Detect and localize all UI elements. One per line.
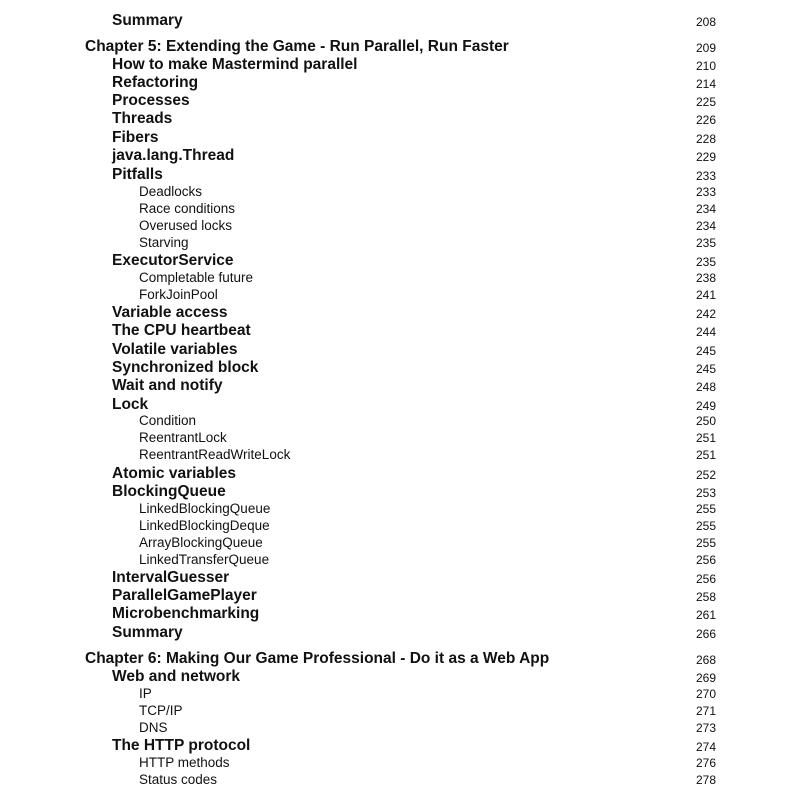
toc-page-number: 244 <box>695 325 716 339</box>
toc-page-number: 233 <box>695 169 716 183</box>
toc-entry-title: java.lang.Thread <box>112 147 235 164</box>
toc-page-number: 245 <box>695 362 716 376</box>
toc-page-number: 258 <box>695 590 716 604</box>
toc-page-number: 225 <box>695 95 716 109</box>
toc-entry-title: Threads <box>112 110 173 127</box>
toc-entry-title: ParallelGamePlayer <box>112 587 257 604</box>
toc-entry-title: Starving <box>139 235 189 250</box>
toc-entry-title: Wait and notify <box>112 377 223 394</box>
toc-entry-title: Status codes <box>139 772 218 787</box>
toc-entry-title: LinkedBlockingDeque <box>139 518 270 533</box>
toc-page-number: 255 <box>695 502 716 516</box>
toc-entry-title: ReentrantLock <box>139 430 227 445</box>
toc-page-number: 266 <box>695 627 716 641</box>
toc-entry-title: Synchronized block <box>112 359 259 376</box>
toc-page-number: 256 <box>695 553 716 567</box>
toc-entry-title: ForkJoinPool <box>139 287 218 302</box>
toc-entry-title: IP <box>139 686 152 701</box>
toc-entry-title: Condition <box>139 413 197 428</box>
toc-page-number: 255 <box>695 519 716 533</box>
toc-page-number: 209 <box>695 41 716 55</box>
toc-page-number: 276 <box>695 756 716 770</box>
toc-entry-title: HTTP methods <box>139 755 230 770</box>
toc-entry-title: Chapter 6: Making Our Game Professional - Do it as a Web App <box>85 650 550 667</box>
toc-entry-title: Web and network <box>112 668 241 685</box>
toc-entry-title: ExecutorService <box>112 252 234 269</box>
toc-page-number: 278 <box>695 773 716 787</box>
toc-entry-title: Volatile variables <box>112 341 238 358</box>
toc-page-number: 234 <box>695 202 716 216</box>
toc-page-number: 250 <box>695 414 716 428</box>
toc-entry-title: Pitfalls <box>112 166 163 183</box>
toc-entry-title: Summary <box>112 12 183 29</box>
toc-page-number: 274 <box>695 740 716 754</box>
toc-entry-title: Deadlocks <box>139 184 203 199</box>
toc-entry-title: LinkedTransferQueue <box>139 552 270 567</box>
toc-entry-title: Fibers <box>112 129 159 146</box>
toc-entry-title: ArrayBlockingQueue <box>139 535 263 550</box>
toc-page-number: 256 <box>695 572 716 586</box>
toc-entry-title: Refactoring <box>112 74 199 91</box>
toc-page-number: 235 <box>695 255 716 269</box>
toc-entry-title: ReentrantReadWriteLock <box>139 447 291 462</box>
toc-page-number: 249 <box>695 399 716 413</box>
toc-page-number: 228 <box>695 132 716 146</box>
toc-page-number: 273 <box>695 721 716 735</box>
toc-page-number: 214 <box>695 77 716 91</box>
toc-page-number: 255 <box>695 536 716 550</box>
toc-entry-title: Race conditions <box>139 201 236 216</box>
toc-entry-title: The CPU heartbeat <box>112 322 251 339</box>
toc-page-number: 253 <box>695 486 716 500</box>
toc-entry-title: TCP/IP <box>139 703 183 718</box>
toc-entry-title: Lock <box>112 396 149 413</box>
toc-page-number: 251 <box>695 448 716 462</box>
toc-page-number: 235 <box>695 236 716 250</box>
toc-page-number: 210 <box>695 59 716 73</box>
toc-page-number: 248 <box>695 380 716 394</box>
toc-entry-title: Summary <box>112 624 183 641</box>
toc-page-number: 238 <box>695 271 716 285</box>
toc-entry-title: Microbenchmarking <box>112 605 260 622</box>
toc-page-number: 208 <box>695 15 716 29</box>
toc-entry-title: How to make Mastermind parallel <box>112 56 358 73</box>
toc-page-number: 252 <box>695 468 716 482</box>
toc-page-number: 242 <box>695 307 716 321</box>
toc-entry-title: The HTTP protocol <box>112 737 251 754</box>
toc-page-number: 251 <box>695 431 716 445</box>
toc-entry-title: IntervalGuesser <box>112 569 230 586</box>
toc-page-number: 271 <box>695 704 716 718</box>
toc-entry-title: LinkedBlockingQueue <box>139 501 271 516</box>
toc-page-number: 234 <box>695 219 716 233</box>
toc-entry-title: DNS <box>139 720 168 735</box>
toc-page-number: 261 <box>695 608 716 622</box>
toc-entry-title: Processes <box>112 92 190 109</box>
toc-page-number: 241 <box>695 288 716 302</box>
toc-page-number: 226 <box>695 113 716 127</box>
toc-page-number: 245 <box>695 344 716 358</box>
toc-entry-title: Atomic variables <box>112 465 237 482</box>
toc-page-number: 229 <box>695 150 716 164</box>
toc-entry-title: Variable access <box>112 304 228 321</box>
toc-page-number: 269 <box>695 671 716 685</box>
toc-entry-title: Chapter 5: Extending the Game - Run Parallel, Run Faster <box>85 38 509 55</box>
toc-entry-title: Overused locks <box>139 218 233 233</box>
toc-entry-title: Completable future <box>139 270 254 285</box>
toc-page-number: 270 <box>695 687 716 701</box>
toc-entry-title: BlockingQueue <box>112 483 226 500</box>
toc-page-number: 233 <box>695 185 716 199</box>
toc-page-number: 268 <box>695 653 716 667</box>
